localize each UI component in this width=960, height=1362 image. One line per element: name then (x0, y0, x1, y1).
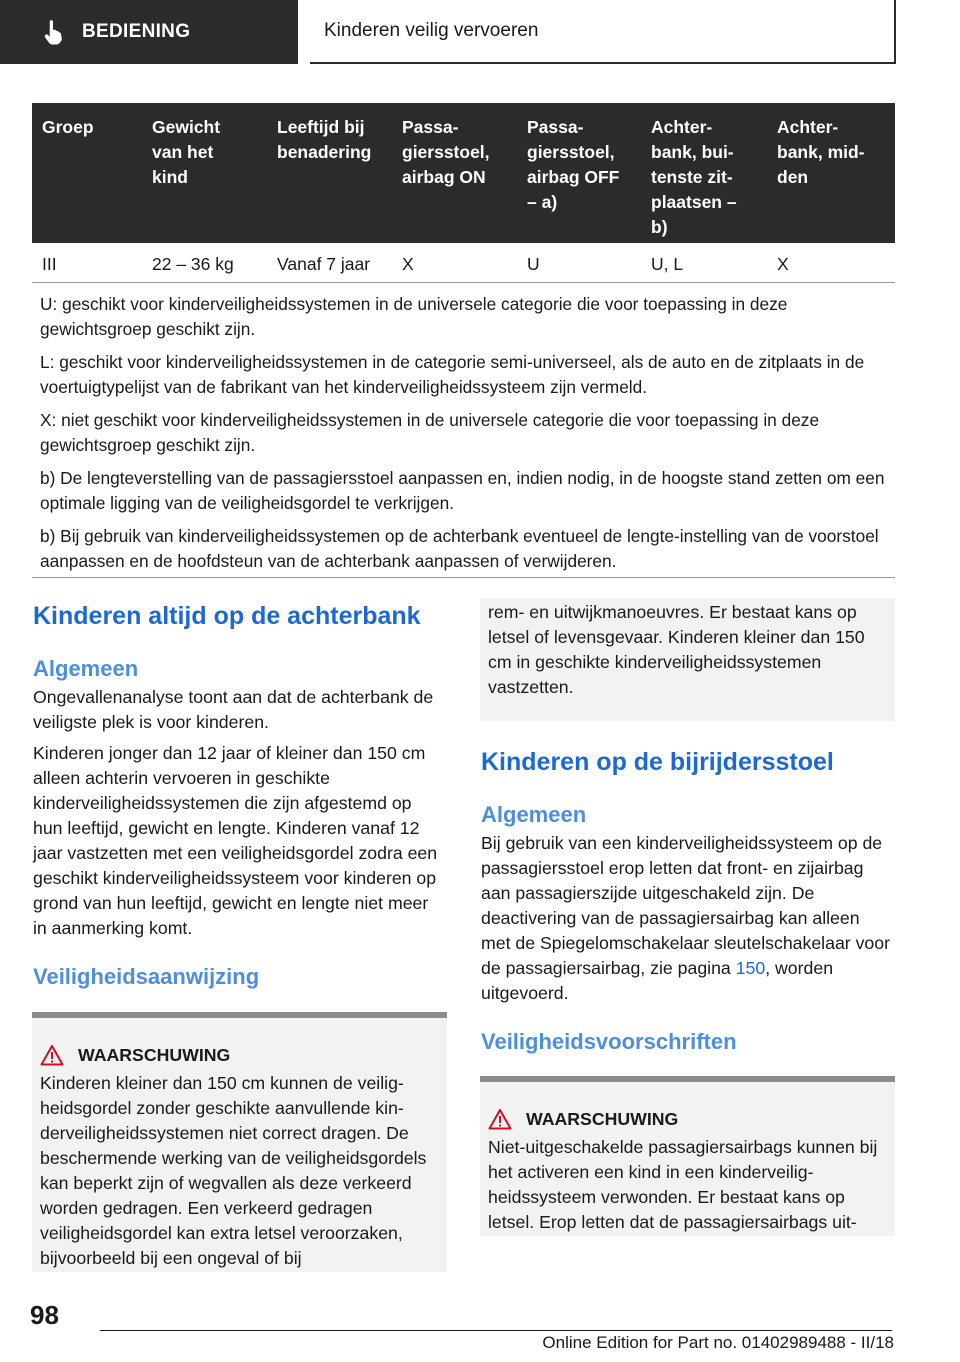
table-cell: U, L (651, 254, 684, 274)
divider (32, 577, 895, 578)
right-column (481, 747, 896, 1056)
heading-veiligheidsaanwijzing: Veiligheidsaanwijzing (33, 964, 260, 989)
th-airbag-on: Passa- giersstoel, airbag ON (402, 117, 490, 187)
warning-title: WAARSCHUWING (40, 1044, 439, 1066)
section-tab (0, 0, 298, 64)
warning-triangle-icon (40, 1044, 64, 1066)
heading-veiligheidsvoorschriften: Veiligheidsvoorschriften (481, 1029, 737, 1054)
page-link[interactable]: 150 (735, 958, 766, 978)
th-achterbank-midden: Achter- bank, mid- den (777, 117, 865, 187)
th-groep: Groep (42, 117, 94, 137)
note-x: X: niet geschikt voor kinderveiligheidssystemen in de universele categorie die voor toepassing in deze gewichtsgroep geschikt zijn. (40, 410, 820, 455)
table-cell: 22 – 36 kg (152, 254, 234, 274)
heading-algemeen: Algemeen (481, 802, 587, 827)
paragraph: Kinderen jonger dan 12 jaar of kleiner dan 150 cm alleen achterin vervoeren in geschikte kinderveiligheidssystemen die zijn afgestemd op hun leeftijd, gewicht en lengte. Kinderen vanaf 12 jaar vastzetten met een veiligheidsgordel zodra een geschikt kinderveiligheidssysteem voor kinderen op grond van hun leeftijd, gewicht en lengte niet meer in aanmerking komt. (33, 743, 438, 938)
note-b2: b) Bij gebruik van kinderveiligheidssystemen op de achterbank eventueel de lengte-instelling van de voorstoel aanpassen en de hoofdsteun van de achterbank aanpassen of verwijderen. (40, 526, 879, 571)
note-l: L: geschikt voor kinderveiligheidssystemen in de categorie semi-universeel, als de auto en de zitplaats in de voertuigtypelijst van de fabrikant van het kinderveiligheidssysteem zijn vermeld. (40, 352, 865, 397)
table-row (32, 244, 895, 283)
table-cell: U (527, 254, 540, 274)
paragraph: Bij gebruik van een kinderveiligheidssysteem op de passagiersstoel erop letten dat front- en zijairbag aan passagierszijde uitgeschakeld zijn. De deactivering van de passagiersairbag kan alleen met de Spiegelomschakelaar sleutelschakelaar voor de passagiersairbag, zie pagina 150, worden uitgevoerd. (481, 833, 890, 1003)
topic-header (310, 0, 896, 64)
warning-box (32, 1012, 447, 1272)
edition-note: Online Edition for Part no. 01402989488 - II/18 (542, 1333, 894, 1352)
heading-algemeen: Algemeen (33, 656, 139, 681)
table-cell: Vanaf 7 jaar (277, 254, 371, 274)
topic-label: Kinderen veilig vervoeren (324, 20, 539, 41)
footer-divider (100, 1330, 892, 1331)
th-airbag-off: Passa- giersstoel, airbag OFF – a) (527, 117, 620, 212)
hand-pointer-icon (40, 19, 66, 45)
note-u: U: geschikt voor kinderveiligheidssystemen in de universele categorie die voor toepassing in deze gewichtsgroep geschikt zijn. (40, 294, 788, 339)
page-number: 98 (30, 1300, 59, 1330)
note-b1: b) De lengteverstelling van de passagiersstoel aanpassen en, indien nodig, in de hoogste stand zetten om een optimale ligging van de veiligheidsgordel te verkrijgen. (40, 468, 885, 513)
th-leeftijd: Leeftijd bij benadering (277, 117, 372, 162)
warning-title: WAARSCHUWING (488, 1108, 887, 1130)
warning-text: rem- en uitwijkmanoeuvres. Er bestaat kans op letsel of levensgevaar. Kinderen kleiner dan 150 cm in geschikte kinderveiligheidssystemen vastzetten. (488, 602, 865, 697)
warning-text: Niet-uitgeschakelde passagiersairbags kunnen bij het activeren een kind in een kinderveiligheidssysteem verwonden. Er bestaat kans op letsel. Erop letten dat de passagiersairbags uit- (488, 1137, 878, 1232)
section-title-achterbank: Kinderen altijd op de achterbank (33, 602, 421, 630)
warning-box-continued (480, 598, 895, 721)
table-cell: X (402, 254, 414, 274)
warning-triangle-icon (488, 1108, 512, 1130)
left-column (33, 601, 448, 991)
th-achterbank-buiten: Achter- bank, bui- tenste zit- plaatsen – b) (651, 117, 737, 237)
table-cell: X (777, 254, 789, 274)
table-cell: III (42, 254, 57, 274)
table-header (32, 103, 895, 243)
table-notes (40, 292, 892, 582)
section-label: BEDIENING (82, 21, 191, 42)
th-gewicht: Gewicht van het kind (152, 117, 221, 187)
paragraph: Ongevallenanalyse toont aan dat de achterbank de veiligste plek is voor kinderen. (33, 687, 434, 732)
section-title-bijrijdersstoel: Kinderen op de bijrijdersstoel (481, 748, 834, 776)
warning-text: Kinderen kleiner dan 150 cm kunnen de veiligheidsgordel zonder geschikte aanvullende kinderveiligheidssystemen niet correct dragen. De beschermende werking van de veiligheidsgordels kan beperkt zijn of wegvallen als deze verkeerd worden gedragen. Een verkeerd gedragen veiligheidsgordel kan extra letsel veroorzaken, bijvoorbeeld bij een ongeval of bij (40, 1073, 427, 1268)
warning-box (480, 1076, 895, 1236)
